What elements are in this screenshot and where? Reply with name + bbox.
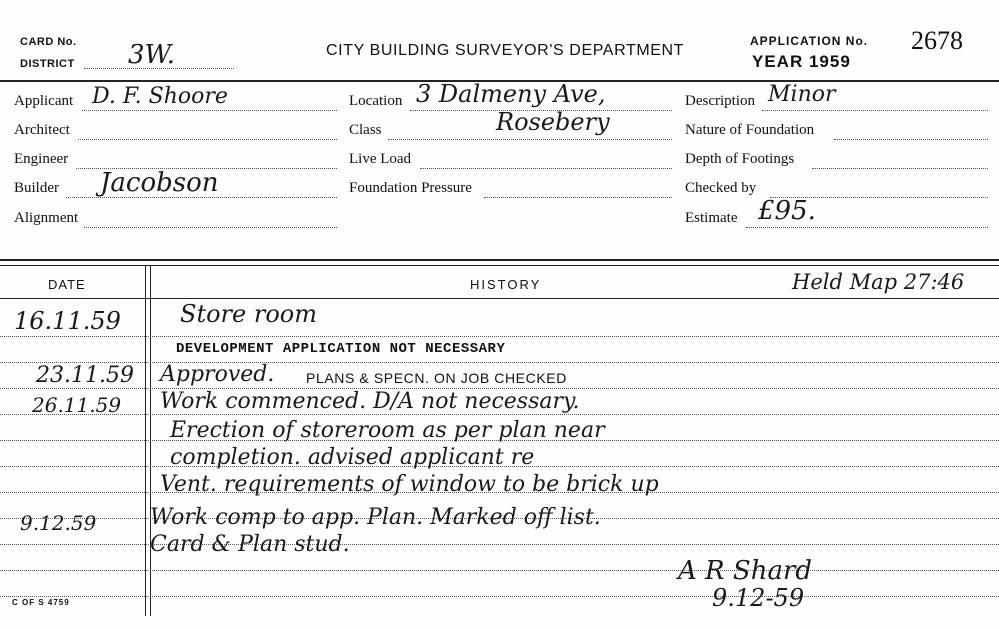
applicant-label: Applicant [14, 93, 74, 109]
form-code: C OF S 4759 [12, 598, 70, 607]
location-value-line2: Rosebery [496, 108, 610, 136]
estimate-value: £95. [758, 196, 816, 226]
district-value: 3W. [128, 40, 175, 70]
applicant-value: D. F. Shoore [92, 84, 228, 109]
district-label: DISTRICT [20, 58, 75, 70]
live-load-label: Live Load [349, 151, 412, 167]
signature-date: 9.12-59 [712, 584, 805, 612]
signature: A R Shard [678, 556, 813, 586]
engineer-label: Engineer [14, 151, 69, 167]
application-label: APPLICATION No. [750, 34, 869, 48]
history-column-header: HISTORY [470, 277, 542, 292]
card-no-label: CARD No. [20, 36, 77, 48]
history-entry-4: Work commenced. D/A not necessary. [160, 389, 580, 414]
depth-of-footings-label: Depth of Footings [685, 151, 795, 167]
history-entry-8: Work comp to app. Plan. Marked off list. [150, 505, 601, 530]
checked-by-label: Checked by [685, 180, 757, 196]
class-label: Class [349, 122, 382, 138]
history-date-8: 9.12.59 [20, 511, 97, 535]
description-value: Minor [768, 82, 836, 107]
history-date-4: 26.11.59 [32, 393, 122, 417]
nature-of-foundation-label: Nature of Foundation [685, 122, 815, 138]
description-label: Description [685, 93, 755, 109]
year-label: YEAR 1959 [752, 52, 851, 71]
location-value-line1: 3 Dalmeny Ave, [416, 80, 606, 108]
history-entry-3-typed: PLANS & SPECN. ON JOB CHECKED [306, 370, 567, 386]
estimate-label: Estimate [685, 210, 738, 226]
history-entry-1: Store room [180, 300, 317, 328]
history-date-1: 16.11.59 [14, 307, 121, 335]
foundation-pressure-label: Foundation Pressure [349, 180, 472, 196]
architect-label: Architect [14, 122, 70, 138]
history-date-3: 23.11.59 [36, 363, 134, 388]
held-map-note: Held Map 27:46 [792, 270, 965, 294]
date-column-header: DATE [48, 277, 86, 292]
history-entry-6: completion. advised applicant re [170, 445, 535, 470]
builder-label: Builder [14, 180, 59, 196]
builder-value: Jacobson [100, 168, 219, 198]
history-entry-2: DEVELOPMENT APPLICATION NOT NECESSARY [176, 341, 506, 357]
application-number: 2678 [911, 26, 963, 55]
location-label: Location [349, 93, 403, 109]
history-entry-9: Card & Plan stud. [150, 532, 350, 557]
alignment-label: Alignment [14, 210, 79, 226]
department-title: CITY BUILDING SURVEYOR'S DEPARTMENT [326, 42, 685, 59]
history-entry-5: Erection of storeroom as per plan near [170, 418, 605, 443]
history-entry-3: Approved. [160, 362, 275, 387]
history-entry-7: Vent. requirements of window to be brick up [160, 472, 659, 497]
